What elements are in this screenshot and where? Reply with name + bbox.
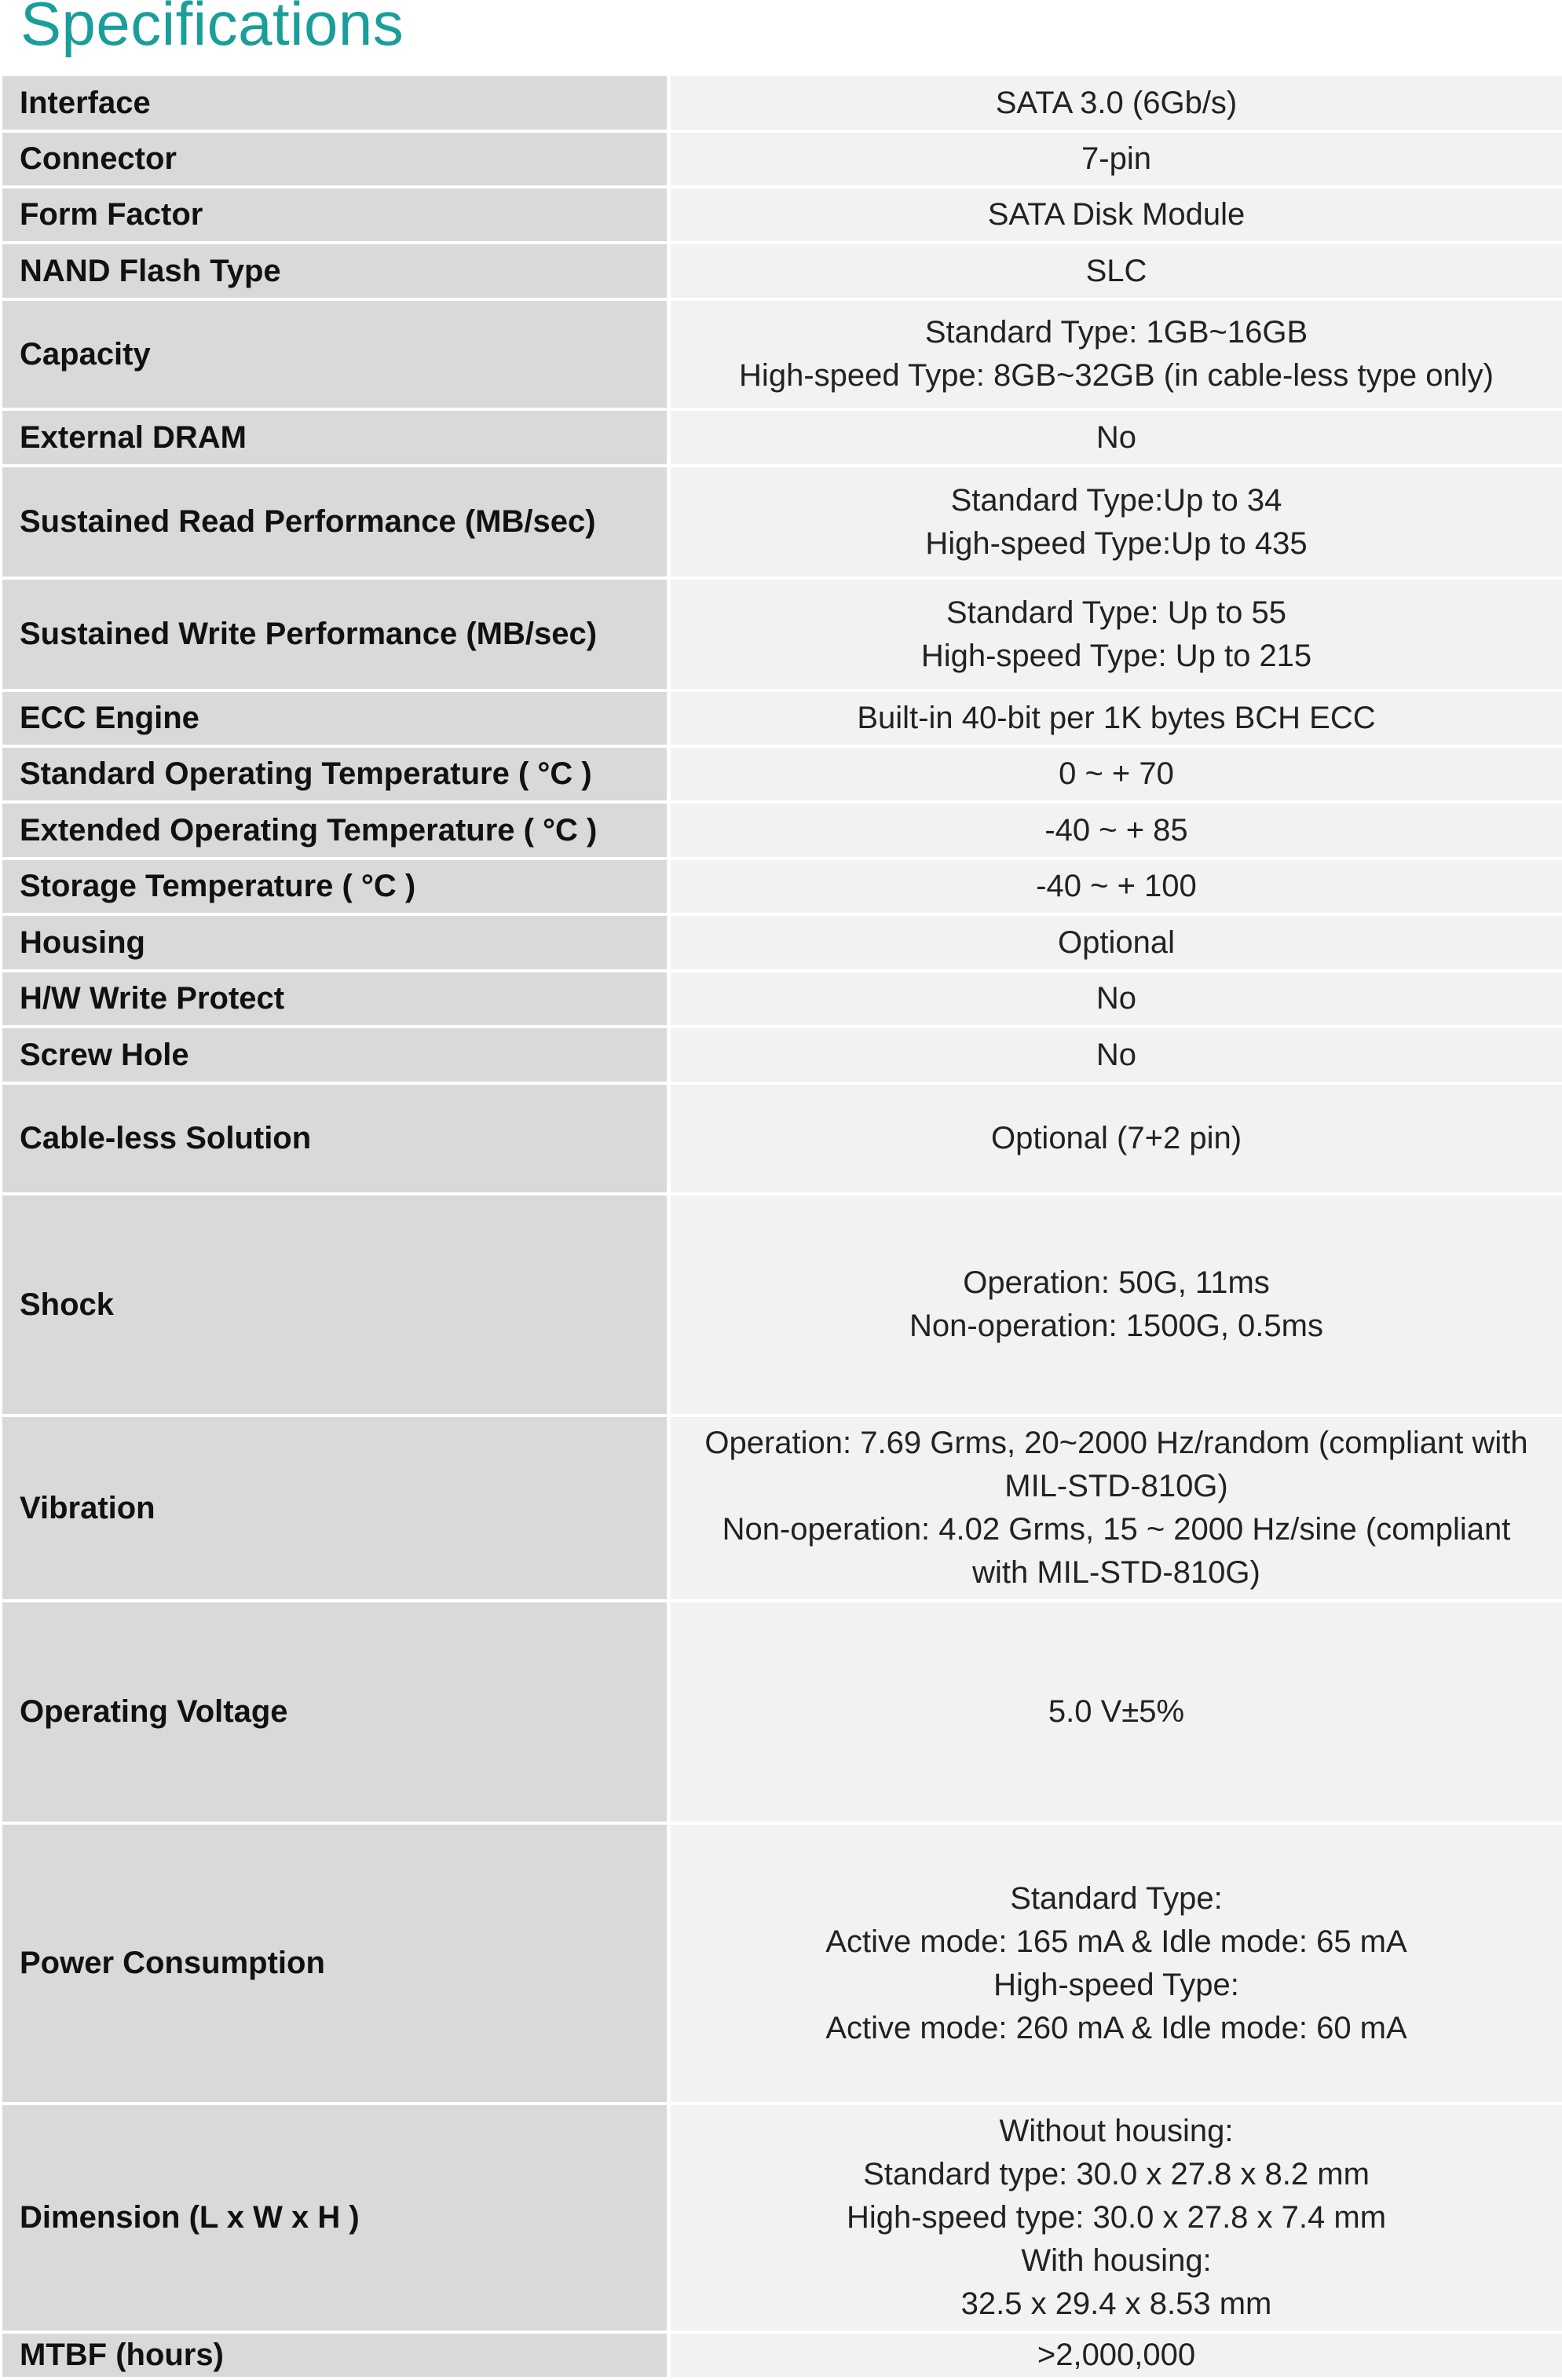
spec-value-line: >2,000,000 [1037,2338,1196,2372]
spec-row [2,133,1562,189]
spec-row [2,748,1562,804]
spec-row [2,916,1562,972]
spec-value-line: SLC [1085,253,1147,288]
spec-label: Interface [2,76,671,133]
spec-value [671,301,1562,411]
spec-value [671,411,1562,467]
spec-value-line: Operation: 7.69 Grms, 20~2000 Hz/random (compliant with [704,1426,1528,1460]
spec-value-line: Non-operation: 4.02 Grms, 15 ~ 2000 Hz/sine (compliant [722,1512,1511,1547]
spec-value [671,580,1562,692]
specifications-table-body [2,76,1562,2380]
spec-value-line: With housing: [1021,2243,1212,2278]
spec-value-line: High-speed Type: 8GB~32GB (in cable-less type only) [739,358,1494,393]
spec-label: Cable-less Solution [2,1085,671,1195]
spec-value-line: Standard Type:Up to 34 [950,482,1282,518]
spec-value-line: SATA 3.0 (6Gb/s) [995,85,1238,120]
spec-row [2,580,1562,692]
spec-value [671,1417,1562,1602]
spec-value [671,133,1562,189]
spec-value-line: 7-pin [1081,141,1151,176]
spec-row [2,76,1562,133]
spec-value [671,748,1562,804]
spec-value [671,860,1562,916]
spec-value-line: Operation: 50G, 11ms [963,1265,1270,1300]
spec-value [671,1085,1562,1195]
spec-value [671,2334,1562,2380]
spec-label: Storage Temperature ( °C ) [2,860,671,916]
spec-label: Power Consumption [2,1825,671,2105]
spec-label: Connector [2,133,671,189]
spec-label: Capacity [2,301,671,411]
spec-value-line: High-speed type: 30.0 x 27.8 x 7.4 mm [846,2200,1387,2235]
spec-value-line: Standard Type: Up to 55 [946,595,1286,630]
spec-row [2,2105,1562,2334]
spec-row [2,804,1562,860]
spec-row [2,1028,1562,1085]
spec-row [2,860,1562,916]
spec-value-line: Without housing: [999,2114,1234,2148]
spec-label: Extended Operating Temperature ( °C ) [2,804,671,860]
spec-label: NAND Flash Type [2,244,671,301]
spec-value-line: Standard Type: 1GB~16GB [924,315,1308,350]
spec-value-line: Standard Type: [1010,1880,1223,1916]
spec-value-line: SATA Disk Module [987,197,1246,232]
spec-value-line: No [1096,419,1137,455]
spec-label: External DRAM [2,411,671,467]
spec-value [671,76,1562,133]
spec-label: Sustained Read Performance (MB/sec) [2,467,671,580]
spec-value [671,1028,1562,1085]
spec-row [2,244,1562,301]
spec-row [2,1195,1562,1417]
spec-label: Dimension (L x W x H ) [2,2105,671,2334]
spec-value-line: No [1096,981,1137,1016]
spec-label: Housing [2,916,671,972]
spec-value-line: High-speed Type: [993,1967,1239,2002]
spec-value [671,244,1562,301]
spec-value [671,692,1562,748]
spec-label: Shock [2,1195,671,1417]
spec-label: Form Factor [2,189,671,244]
spec-value-line: -40 ~ + 100 [1036,869,1197,903]
spec-value-line: 5.0 V±5% [1048,1694,1185,1729]
spec-value-line: -40 ~ + 85 [1044,812,1188,848]
spec-row [2,2334,1562,2380]
spec-value [671,189,1562,244]
spec-value-line: MIL-STD-810G) [1004,1469,1228,1503]
spec-row [2,301,1562,411]
spec-label: Sustained Write Performance (MB/sec) [2,580,671,692]
spec-row [2,1085,1562,1195]
spec-label: H/W Write Protect [2,972,671,1028]
spec-row [2,189,1562,244]
spec-label: ECC Engine [2,692,671,748]
spec-value-line: Built-in 40-bit per 1K bytes BCH ECC [857,701,1376,735]
spec-row [2,1602,1562,1825]
spec-value [671,972,1562,1028]
spec-label: MTBF (hours) [2,2334,671,2380]
spec-value-line: 0 ~ + 70 [1059,756,1174,791]
spec-row [2,411,1562,467]
page-title: Specifications [20,0,404,58]
spec-label: Screw Hole [2,1028,671,1085]
spec-value-line: Active mode: 260 mA & Idle mode: 60 mA [825,2010,1407,2045]
spec-value-line: High-speed Type: Up to 215 [920,638,1312,673]
spec-value [671,804,1562,860]
spec-value-line: Active mode: 165 mA & Idle mode: 65 mA [825,1924,1407,1959]
spec-value-line: with MIL-STD-810G) [972,1555,1260,1590]
spec-value-line: Non-operation: 1500G, 0.5ms [909,1309,1323,1343]
spec-value-line: 32.5 x 29.4 x 8.53 mm [960,2287,1272,2321]
spec-row [2,1825,1562,2105]
spec-value [671,1195,1562,1417]
spec-value-line: Standard type: 30.0 x 27.8 x 8.2 mm [863,2157,1370,2191]
spec-label: Operating Voltage [2,1602,671,1825]
spec-row [2,467,1562,580]
spec-value [671,1825,1562,2105]
spec-value [671,2105,1562,2334]
spec-row [2,1417,1562,1602]
spec-value [671,467,1562,580]
spec-label: Standard Operating Temperature ( °C ) [2,748,671,804]
spec-value [671,1602,1562,1825]
spec-row [2,972,1562,1028]
spec-value-line: Optional (7+2 pin) [990,1121,1242,1155]
spec-value-line: High-speed Type:Up to 435 [925,525,1308,561]
spec-value-line: No [1096,1037,1137,1072]
spec-row [2,692,1562,748]
spec-value [671,916,1562,972]
specifications-table [2,76,1562,2380]
spec-label: Vibration [2,1417,671,1602]
spec-value-line: Optional [1058,925,1175,960]
